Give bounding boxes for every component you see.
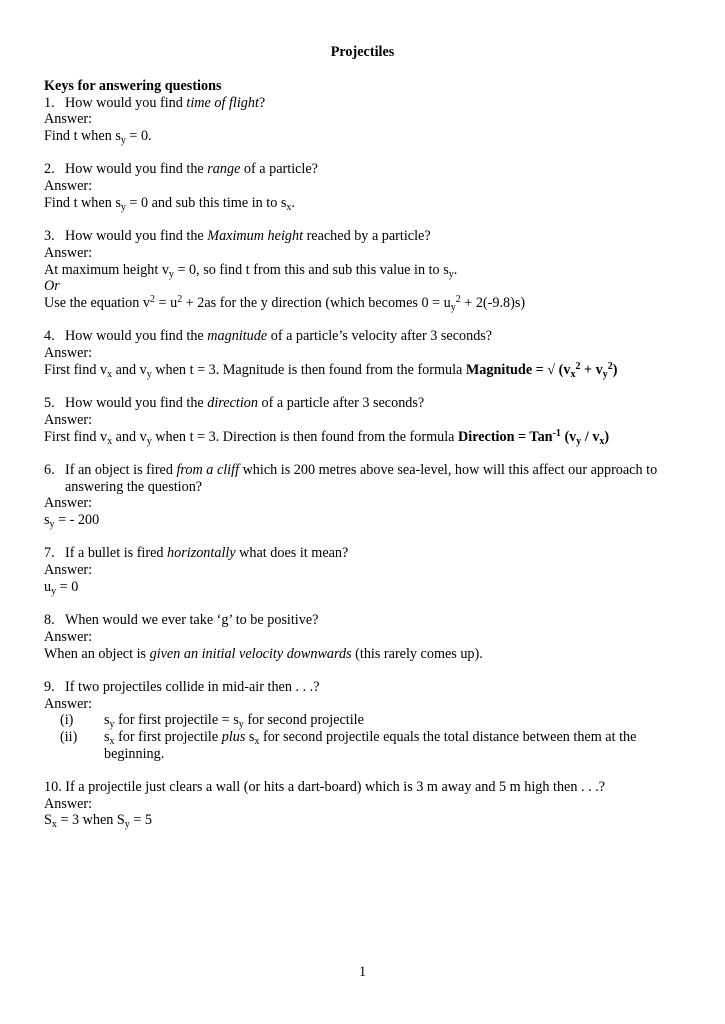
- page-title: Projectiles: [330, 44, 395, 60]
- question-9: 9. If two projectiles collide in mid-air then . . .?: [44, 678, 320, 695]
- question-8-text: When would we ever take ‘g’ to be positive?: [65, 612, 319, 629]
- answer-5: First find $v_x$ and $v_y$ when t = 3. Direction is then found from the formula Direction = Tan$^{-1}$ $(v_y / v_x)$: [44, 427, 610, 447]
- answer-label: Answer:: [44, 495, 93, 512]
- document-body: [44, 78, 694, 829]
- question-4: 4. How would you find the magnitude of a particle’s velocity after 3 seconds?: [44, 328, 493, 345]
- question-5-text: How would you find the direction of a particle after 3 seconds?: [65, 395, 425, 412]
- question-1: 1. How would you find time of flight?: [44, 94, 266, 111]
- question-2: 2. How would you find the range of a particle?: [44, 161, 318, 178]
- answer-8: When an object is given an initial velocity downwards (this rarely comes up).: [44, 645, 483, 662]
- question-5: 5. How would you find the direction of a particle after 3 seconds?: [44, 395, 425, 412]
- answer-label: Answer:: [44, 345, 93, 362]
- section-heading: Keys for answering questions: [44, 78, 222, 94]
- answer-label: Answer:: [44, 695, 93, 712]
- page-number: 1: [358, 964, 367, 980]
- question-6: 6. If an object is fired from a cliff which is 200 metres above sea-level, how will this affect our approach to answering the question?: [44, 462, 694, 495]
- answer-7: $u_y = 0$: [44, 578, 79, 597]
- answer-3b: Use the equation $v^2 = u^2 + 2as$ for the y direction (which becomes $0 = u_y^2 + 2(-9.8)s$): [44, 293, 526, 313]
- question-4-text: How would you find the magnitude of a particle’s velocity after 3 seconds?: [65, 328, 493, 345]
- question-2-text: How would you find the range of a particle?: [65, 161, 318, 178]
- question-7: 7. If a bullet is fired horizontally what does it mean?: [44, 545, 349, 562]
- question-6-text: If an object is fired from a cliff which is 200 metres above sea-level, how will this affect our approach to answering the question?: [65, 461, 658, 495]
- question-7-text: If a bullet is fired horizontally what does it mean?: [65, 545, 349, 562]
- answer-label: Answer:: [44, 244, 93, 261]
- answer-3a: At maximum height $v_y = 0$, so find t from this and sub this value in to $s_y$.: [44, 261, 458, 280]
- answer-6: $s_y$ = - 200: [44, 511, 100, 530]
- answer-4: First find $v_x$ and $v_y$ when t = 3. Magnitude is then found from the formula Magnitude = √ $(v_x^2 + v_y^2)$: [44, 360, 618, 380]
- question-1-text: How would you find time of flight?: [65, 94, 266, 111]
- answer-1: Find t when $s_y = 0$.: [44, 128, 152, 147]
- or-label: Or: [44, 278, 60, 295]
- answer-label: Answer:: [44, 178, 93, 195]
- answer-10: $S_x = 3$ when $S_y = 5$: [44, 812, 152, 831]
- question-3: 3. How would you find the Maximum height reached by a particle?: [44, 228, 431, 245]
- question-8: 8. When would we ever take ‘g’ to be positive?: [44, 612, 319, 629]
- answer-9-ii: (ii) $s_x$ for first projectile plus $s_x$ for second projectile equals the total distance between them at the beginning.: [60, 728, 637, 762]
- answer-label: Answer:: [44, 111, 93, 128]
- question-9-text: If two projectiles collide in mid-air then . . .?: [65, 678, 320, 695]
- answer-9-i: (i) $s_y$ for first projectile = $s_y$ for second projectile: [60, 712, 364, 731]
- answer-2: Find t when $s_y = 0$ and sub this time in to $s_x$.: [44, 194, 295, 213]
- answer-label: Answer:: [44, 562, 93, 579]
- question-10: 10. If a projectile just clears a wall (or hits a dart-board) which is 3 m away and 5 m high then . . .?: [44, 779, 606, 796]
- answer-label: Answer:: [44, 795, 93, 812]
- answer-label: Answer:: [44, 411, 93, 428]
- question-3-text: How would you find the Maximum height reached by a particle?: [65, 228, 431, 245]
- answer-label: Answer:: [44, 628, 93, 645]
